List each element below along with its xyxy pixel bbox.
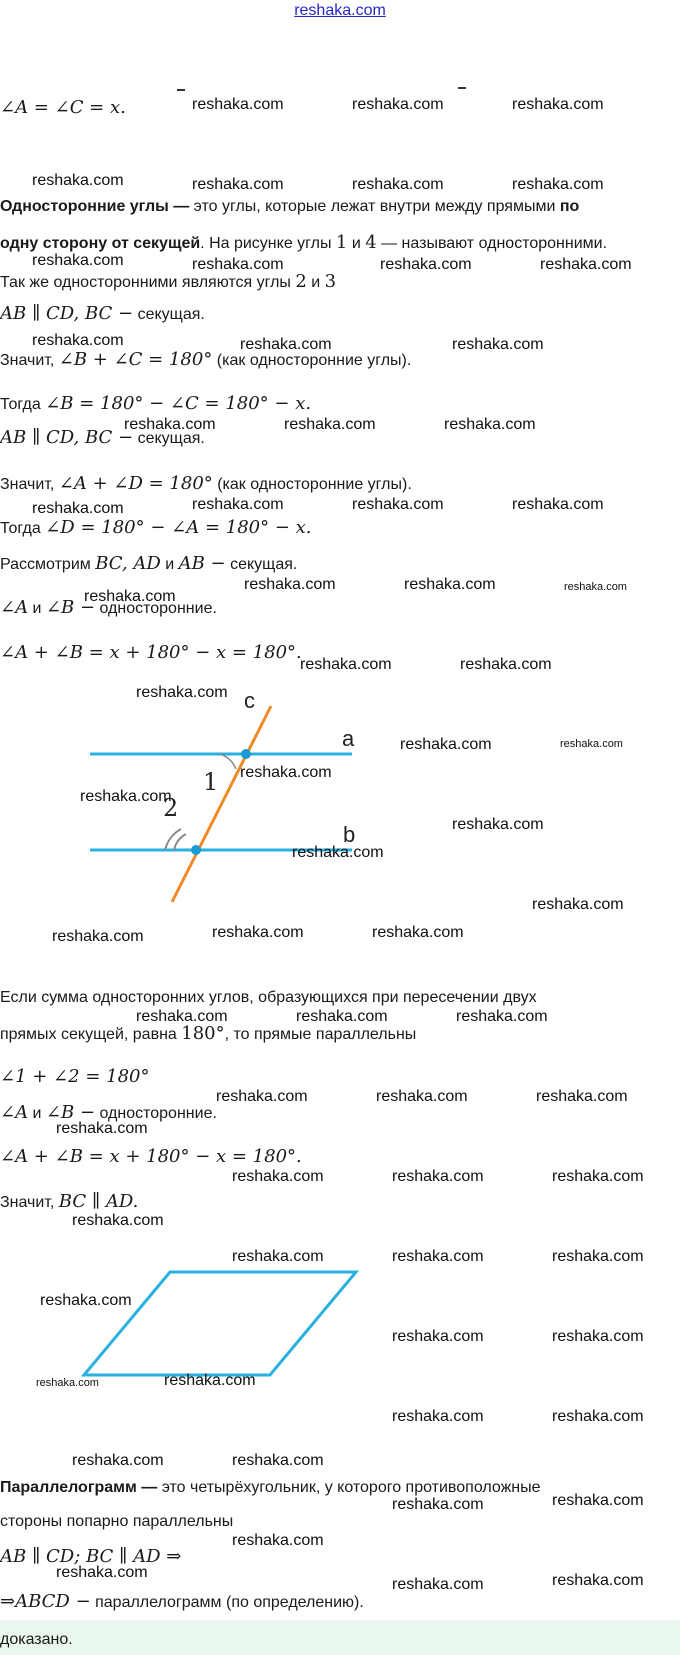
watermark: reshaka.com [80, 788, 172, 805]
text: секущая. [133, 430, 205, 447]
definition-bold: по [559, 198, 580, 215]
math: ∠B = 180° − ∠C = 180° − x. [45, 393, 312, 414]
definition-term: Параллелограмм — [0, 1479, 158, 1496]
stray-mark [177, 89, 185, 91]
watermark: reshaka.com [352, 496, 444, 513]
watermark: reshaka.com [380, 256, 472, 273]
watermark: reshaka.com [124, 416, 216, 433]
watermark: reshaka.com [372, 924, 464, 941]
watermark: reshaka.com [232, 1248, 324, 1265]
watermark: reshaka.com [32, 332, 124, 349]
watermark: reshaka.com [552, 1248, 644, 1265]
watermark: reshaka.com [232, 1168, 324, 1185]
stray-mark [458, 87, 466, 89]
intersection-point-b [191, 845, 201, 855]
definition-text: — называют односторонними. [376, 235, 608, 252]
watermark: reshaka.com [296, 1008, 388, 1025]
text: секущая. [225, 556, 298, 573]
text: (как односторонние углы). [212, 476, 412, 493]
watermark: reshaka.com [532, 896, 624, 913]
definition-text: и [347, 235, 366, 252]
label-angle-2: 2 [163, 794, 179, 822]
math: ∠B + ∠C = 180° [58, 349, 213, 370]
math: 180° [181, 1023, 225, 1044]
text: параллелограмм (по определению). [90, 1594, 364, 1611]
sum-equation-1: ∠A + ∠B = x + 180° − x = 180°. [0, 642, 302, 663]
equation-angles-equal: ∠A = ∠C = x. [0, 97, 126, 118]
sum-equation-2: ∠A + ∠B = x + 180° − x = 180°. [0, 1146, 302, 1167]
conclusion-equation-1: AB ∥ CD; BC ∥ AD ⇒ [0, 1546, 182, 1567]
watermark: reshaka.com [552, 1572, 644, 1589]
watermark: reshaka.com [512, 496, 604, 513]
watermark: reshaka.com [52, 928, 144, 945]
text: Значит, [0, 476, 59, 493]
text: Значит, [0, 352, 59, 369]
so-line-2 [0, 474, 412, 495]
watermark: reshaka.com [460, 656, 552, 673]
definition-parallelogram-1 [0, 1478, 541, 1498]
watermark: reshaka.com [352, 176, 444, 193]
math: ∠B − [45, 597, 96, 618]
text: Тогда [0, 396, 46, 413]
text: Значит, [0, 1194, 59, 1211]
text: секущая. [133, 306, 205, 323]
text: односторонние. [95, 600, 217, 617]
proved-text: доказано. [0, 1631, 73, 1648]
watermark: reshaka.com [212, 924, 304, 941]
definition-line-1 [0, 197, 579, 217]
math: BC, AD [95, 553, 161, 574]
watermark: reshaka.com [192, 176, 284, 193]
angle-number: 2 [295, 271, 307, 292]
watermark: reshaka.com [56, 1564, 148, 1581]
watermark: reshaka.com [284, 416, 376, 433]
watermark: reshaka.com [192, 256, 284, 273]
watermark: reshaka.com [512, 176, 604, 193]
label-b: b [343, 822, 356, 847]
watermark: reshaka.com [552, 1492, 644, 1509]
watermark: reshaka.com [456, 1008, 548, 1025]
watermark: reshaka.com [392, 1576, 484, 1593]
math: AB ∥ CD, BC − [0, 427, 134, 448]
watermark: reshaka.com [84, 588, 176, 605]
watermark: reshaka.com [192, 96, 284, 113]
watermark: reshaka.com [392, 1168, 484, 1185]
label-a: a [342, 726, 355, 751]
watermark: reshaka.com [36, 1377, 99, 1389]
watermark: reshaka.com [32, 172, 124, 189]
watermark: reshaka.com [560, 738, 623, 750]
definition-line-2 [0, 233, 607, 254]
text: это четырёхугольник, у которого противоположные [157, 1479, 541, 1496]
definition-bold: одну сторону от секущей [0, 235, 201, 252]
then-line-1 [0, 394, 311, 415]
watermark: reshaka.com [192, 496, 284, 513]
so-line-1 [0, 350, 411, 371]
angle-1-arc [220, 754, 236, 769]
text: и [28, 600, 46, 617]
watermark: reshaka.com [552, 1328, 644, 1345]
watermark: reshaka.com [564, 581, 627, 593]
math: AB ∥ CD, BC − [0, 303, 134, 324]
watermark: reshaka.com [56, 1120, 148, 1137]
text: и [160, 556, 179, 573]
watermark: reshaka.com [392, 1496, 484, 1513]
math: ⇒ABCD − [0, 1591, 91, 1612]
text: прямых секущей, равна [0, 1026, 182, 1043]
watermark: reshaka.com [540, 256, 632, 273]
watermark: reshaka.com [72, 1452, 164, 1469]
definition-text: . На рисунке углы [200, 235, 336, 252]
label-angle-1: 1 [203, 768, 219, 796]
consider-line [0, 554, 297, 575]
text: и [28, 1105, 46, 1122]
watermark: reshaka.com [240, 764, 332, 781]
watermark: reshaka.com [32, 500, 124, 517]
watermark: reshaka.com [536, 1088, 628, 1105]
watermark: reshaka.com [376, 1088, 468, 1105]
watermark: reshaka.com [392, 1248, 484, 1265]
angle-number: 3 [324, 271, 337, 292]
watermark: reshaka.com [136, 1008, 228, 1025]
then-line-2 [0, 518, 312, 539]
watermark: reshaka.com [32, 252, 124, 269]
parallelogram-shape [84, 1272, 356, 1375]
watermark: reshaka.com [452, 336, 544, 353]
definition-text: это углы, которые лежат внутри между прямыми [189, 198, 560, 215]
watermark: reshaka.com [40, 1292, 132, 1309]
math: ∠A [0, 1102, 29, 1123]
watermark: reshaka.com [216, 1088, 308, 1105]
label-c: c [244, 690, 255, 713]
definition-parallelogram-2: стороны попарно параллельны [0, 1513, 234, 1530]
watermark: reshaka.com [232, 1532, 324, 1549]
math: ∠D = 180° − ∠A = 180° − x. [45, 517, 312, 538]
watermark: reshaka.com [292, 844, 384, 861]
watermark: reshaka.com [552, 1408, 644, 1425]
math: ∠B − [45, 1102, 96, 1123]
watermark: reshaka.com [452, 816, 544, 833]
text: односторонние. [95, 1105, 217, 1122]
text: (как односторонние углы). [212, 352, 412, 369]
watermark: reshaka.com [72, 1212, 164, 1229]
also-text: Так же односторонними являются углы [0, 274, 296, 291]
criterion-line-1: Если сумма односторонних углов, образующихся при пересечении двух [0, 989, 537, 1006]
watermark: reshaka.com [444, 416, 536, 433]
watermark: reshaka.com [512, 96, 604, 113]
criterion-line-2 [0, 1024, 416, 1045]
secant-c [172, 706, 271, 902]
so-line-3 [0, 1192, 138, 1213]
watermark: reshaka.com [244, 576, 336, 593]
proved-banner [0, 1620, 680, 1655]
math: AB − [178, 553, 226, 574]
also-line [0, 272, 336, 293]
watermark: reshaka.com [240, 336, 332, 353]
watermark: reshaka.com [232, 1452, 324, 1469]
text: , то прямые параллельны [224, 1026, 417, 1043]
angle-number: 4 [365, 232, 377, 253]
watermark: reshaka.com [400, 736, 492, 753]
math: ∠A [0, 597, 29, 618]
text: Тогда [0, 520, 46, 537]
watermark: reshaka.com [164, 1372, 256, 1389]
parallel-statement-1 [0, 304, 205, 325]
intersection-point-a [241, 749, 251, 759]
watermark: reshaka.com [300, 656, 392, 673]
site-header-link[interactable]: reshaka.com [294, 2, 386, 19]
definition-term: Односторонние углы — [0, 198, 190, 215]
angle-2-arc-inner [174, 834, 186, 850]
watermark: reshaka.com [392, 1328, 484, 1345]
watermark: reshaka.com [404, 576, 496, 593]
angle-number: 1 [335, 232, 348, 253]
also-text: и [306, 274, 325, 291]
watermark: reshaka.com [552, 1168, 644, 1185]
parallelogram-figure [0, 1260, 680, 1390]
watermark: reshaka.com [392, 1408, 484, 1425]
equation-1-2: ∠1 + ∠2 = 180° [0, 1066, 150, 1087]
conclusion-line-2 [0, 1592, 364, 1613]
math: ∠A + ∠D = 180° [58, 473, 213, 494]
watermark: reshaka.com [352, 96, 444, 113]
math: BC ∥ AD. [58, 1191, 139, 1212]
watermark: reshaka.com [136, 684, 228, 701]
text: Рассмотрим [0, 556, 96, 573]
